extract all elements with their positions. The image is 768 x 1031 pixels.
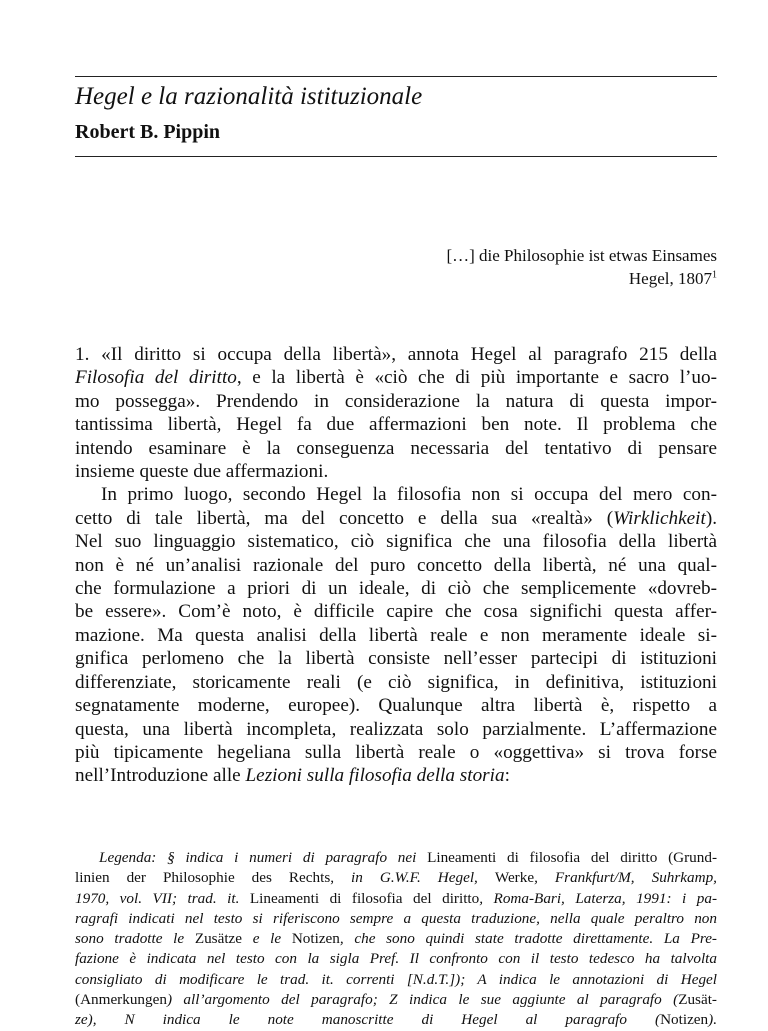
footnote-line <box>75 848 717 868</box>
footnote-term: Notizen <box>291 930 340 948</box>
footnote-line <box>75 929 717 949</box>
text-line: più tipicamente hegeliana sulla libertà reale o «oggettiva» si trova forse <box>75 741 717 763</box>
footnote-line <box>75 889 717 909</box>
footnote-part: (Grund- <box>657 849 718 866</box>
footnote-mark: 1 <box>712 269 717 281</box>
epigraph-attribution: Hegel, 1807 <box>628 269 712 288</box>
text-line-part: cetto di tale libertà, ma del concetto e della sua «realtà» ( <box>75 507 614 529</box>
text-line-italic: Wirklichkeit <box>613 507 706 529</box>
footnote-part: ze), N indica le note manoscritte di Hegel al paragrafo ( <box>75 1011 661 1029</box>
footnote-work-title: Lineamenti di filosofia del diritto <box>427 849 658 866</box>
header-bottom-rule <box>75 156 717 157</box>
header-top-rule <box>75 76 717 77</box>
text-line: 1. «Il diritto si occupa della libertà», annota Hegel al paragrafo 215 della <box>75 344 717 365</box>
footnote-line <box>75 868 717 888</box>
text-line-part: : <box>504 765 510 787</box>
article-title: Hegel e la razionalità istituzionale <box>75 83 423 110</box>
text-line-part: , e la libertà è «ciò che di più importante e sacro l’uo- <box>236 367 717 389</box>
footnote-part: ). <box>708 1011 717 1029</box>
main-text <box>75 343 717 788</box>
text-line: gnifica perlomeno che la libertà consiste nell’esser partecipi di istituzioni <box>75 648 717 670</box>
text-line <box>75 764 717 787</box>
epigraph <box>446 244 717 290</box>
footnote-line <box>75 990 717 1010</box>
text-line: segnatamente moderne, europee). Qualunque altra libertà è, rispetto a <box>75 695 717 717</box>
text-line <box>75 507 717 530</box>
footnote-part: , Frankfurt/M, Suhrkamp, <box>534 869 717 887</box>
text-line-part: nell’Introduzione alle <box>75 765 246 787</box>
footnote-line: ragrafi indicati nel testo si riferiscono sempre a questa traduzione, nella quale peraltro non <box>75 909 717 927</box>
text-line: mo possegga». Prendendo in considerazione la natura di questa impor- <box>75 390 717 412</box>
footnote-line: consigliato di modificare le trad. it. correnti [N.d.T.]); A indica le annotazioni di Hegel <box>75 970 717 988</box>
text-line: tantissima libertà, Hegel fa due affermazioni ben note. Il problema che <box>75 414 717 436</box>
text-line: In primo luogo, secondo Hegel la filosofia non si occupa del mero con- <box>101 484 717 506</box>
text-line: non è né un’analisi razionale del puro concetto della libertà, né una qual- <box>75 554 717 576</box>
footnote-part: , che sono quindi state tradotte direttamente. La Pre- <box>339 930 717 948</box>
text-line: insieme queste due affermazioni. <box>75 461 329 483</box>
text-line-italic: Filosofia del diritto <box>75 367 237 389</box>
text-line: mazione. Ma questa analisi della libertà reale e non meramente ideale si- <box>75 624 717 646</box>
text-line-italic: Lezioni sulla filosofia della storia <box>245 765 505 787</box>
footnote <box>75 848 717 1031</box>
footnote-term: Notizen <box>660 1011 709 1029</box>
text-line: Nel suo linguaggio sistematico, ciò significa che una filosofia della libertà <box>75 531 717 553</box>
footnote-term: Zusät- <box>678 991 717 1009</box>
text-line <box>75 366 717 389</box>
footnote-line: fazione è indicata nel testo con la sigla Pref. Il confronto con il testo tedesco ha talvolta <box>75 950 717 968</box>
footnote-part: ) all’argomento del paragrafo; Z indica le sue aggiunte al paragrafo ( <box>166 991 679 1009</box>
footnote-term: Zusätze <box>194 930 243 948</box>
footnote-work-title: Werke <box>494 869 535 887</box>
footnote-line <box>75 1010 717 1030</box>
text-line: intendo esaminare è la conseguenza necessaria del tentativo di pensare <box>75 437 717 459</box>
epigraph-quote: […] die Philosophie ist etwas Einsames <box>446 246 717 265</box>
footnote-part: , Roma-Bari, Laterza, 1991: i pa- <box>479 889 718 907</box>
epigraph-attribution-line <box>446 267 717 290</box>
footnote-work-title: Lineamenti di filosofia del diritto <box>249 889 480 907</box>
text-line: questa, una libertà incompleta, realizzata solo parzialmente. L’affermazione <box>75 718 717 740</box>
footnote-part: in G.W.F. Hegel, <box>351 869 495 887</box>
footnote-part: Legenda: § indica i numeri di paragrafo nei <box>99 849 428 866</box>
text-line: be essere». Com’è noto, è difficile capire che cosa significhi questa affer- <box>75 601 717 623</box>
footnote-part: ( <box>75 991 81 1009</box>
text-line: differenziate, storicamente reali (e ciò significa, in definitiva, istituzioni <box>75 671 717 693</box>
text-line-part: ). <box>705 507 717 529</box>
footnote-part: linien der Philosophie des Rechts, <box>75 869 352 887</box>
footnote-part: sono tradotte le <box>75 930 195 948</box>
text-line: che formulazione a priori di un ideale, di ciò che semplicemente «dovreb- <box>75 578 717 600</box>
article-author: Robert B. Pippin <box>75 121 221 143</box>
footnote-part: 1970, vol. VII; trad. it. <box>75 889 250 907</box>
footnote-term: Anmerkungen <box>80 991 167 1009</box>
footnote-part: e le <box>242 930 292 948</box>
